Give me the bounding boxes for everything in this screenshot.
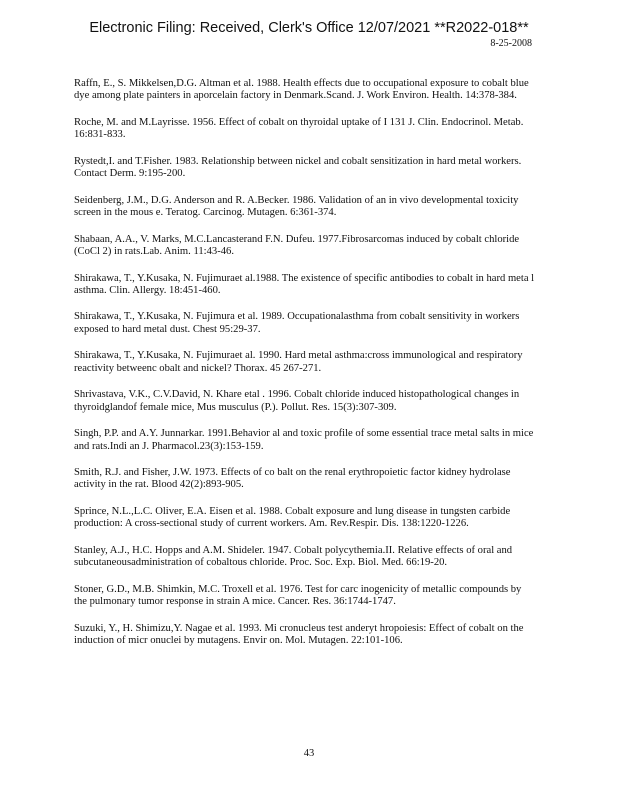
reference-entry: Rystedt,I. and T.Fisher. 1983. Relationship between nickel and cobalt sensitization in hard metal workers. Contact Derm. 9:195-200. — [74, 155, 522, 180]
reference-entry: Suzuki, Y., H. Shimizu,Y. Nagae et al. 1993. Mi cronucleus test anderyt hropoiesis: Effect of cobalt on the induction of micr onuclei by mutagens. Envir on. Mol. Mutagen. 22:101-106. — [74, 622, 524, 647]
reference-entry: Raffn, E., S. Mikkelsen,D.G. Altman et al. 1988. Health effects due to occupational exposure to cobalt blue dye among plate painters in aporcelain factory in Denmark.Scand. J. Work Environ. Health. 14:378-384. — [74, 78, 529, 102]
filing-header: Electronic Filing: Received, Clerk's Office 12/07/2021 **R2022-018** — [89, 20, 529, 36]
reference-entry: Shirakawa, T., Y.Kusaka, N. Fujimuraet al. 1990. Hard metal asthma:cross immunological and respiratory reactivity betweenc obalt and nickel? Thorax. 45 267-271. — [74, 350, 523, 374]
reference-entry: Singh, P.P. and A.Y. Junnarkar. 1991.Behavior al and toxic profile of some essential trace metal salts in mice and rats.Indi an J. Pharmacol.23(3):153-159. — [74, 428, 534, 452]
page-number: 43 — [303, 748, 315, 759]
reference-entry: Shirakawa, T., Y.Kusaka, N. Fujimuraet al.1988. The existence of specific antibodies to cobalt in hard meta l asthma. Clin. Allergy. 18:451-460. — [74, 272, 535, 296]
reference-entry: Sprince, N.L.,L.C. Oliver, E.A. Eisen et al. 1988. Cobalt exposure and lung disease in tungsten carbide production: A cross-sectional study of current workers. Am. Rev.Respir. Dis. 138:1220-1226. — [74, 505, 511, 530]
reference-entry: Stoner, G.D., M.B. Shimkin, M.C. Troxell et al. 1976. Test for carc inogenicity of metallic compounds by the pulmonary tumor response in strain A mice. Cancer. Res. 36:1744-1747. — [74, 583, 522, 608]
reference-entry: Shabaan, A.A., V. Marks, M.C.Lancasterand F.N. Dufeu. 1977.Fibrosarcomas induced by cobalt chloride (CoCl 2) in rats.Lab. Anim. 11:43-46. — [74, 233, 520, 258]
document-date: 8-25-2008 — [490, 38, 532, 49]
reference-entry: Roche, M. and M.Layrisse. 1956. Effect of cobalt on thyroidal uptake of I 131 J. Clin. Endocrinol. Metab. 16:831-833. — [74, 116, 524, 141]
reference-entry: Shrivastava, V.K., C.V.David, N. Khare etal . 1996. Cobalt chloride induced histopathological changes in thyroidglandof female mice, Mus musculus (P.). Pollut. Res. 15(3):307-309. — [74, 389, 520, 413]
reference-list — [74, 78, 536, 662]
reference-entry: Smith, R.J. and Fisher, J.W. 1973. Effects of co balt on the renal erythropoietic factor kidney hydrolase activity in the rat. Blood 42(2):893-905. — [74, 467, 511, 491]
reference-entry: Stanley, A.J., H.C. Hopps and A.M. Shideler. 1947. Cobalt polycythemia.II. Relative effects of oral and subcutaneousadministration of cobaltous chloride. Proc. Soc. Exp. Biol. Med. 66:19-20. — [74, 544, 513, 569]
reference-entry: Shirakawa, T., Y.Kusaka, N. Fujimura et al. 1989. Occupationalasthma from cobalt sensitivity in workers exposed to hard metal dust. Chest 95:29-37. — [74, 311, 520, 335]
reference-entry: Seidenberg, J.M., D.G. Anderson and R. A.Becker. 1986. Validation of an in vivo developmental toxicity screen in the mous e. Teratog. Carcinog. Mutagen. 6:361-374. — [74, 194, 519, 219]
